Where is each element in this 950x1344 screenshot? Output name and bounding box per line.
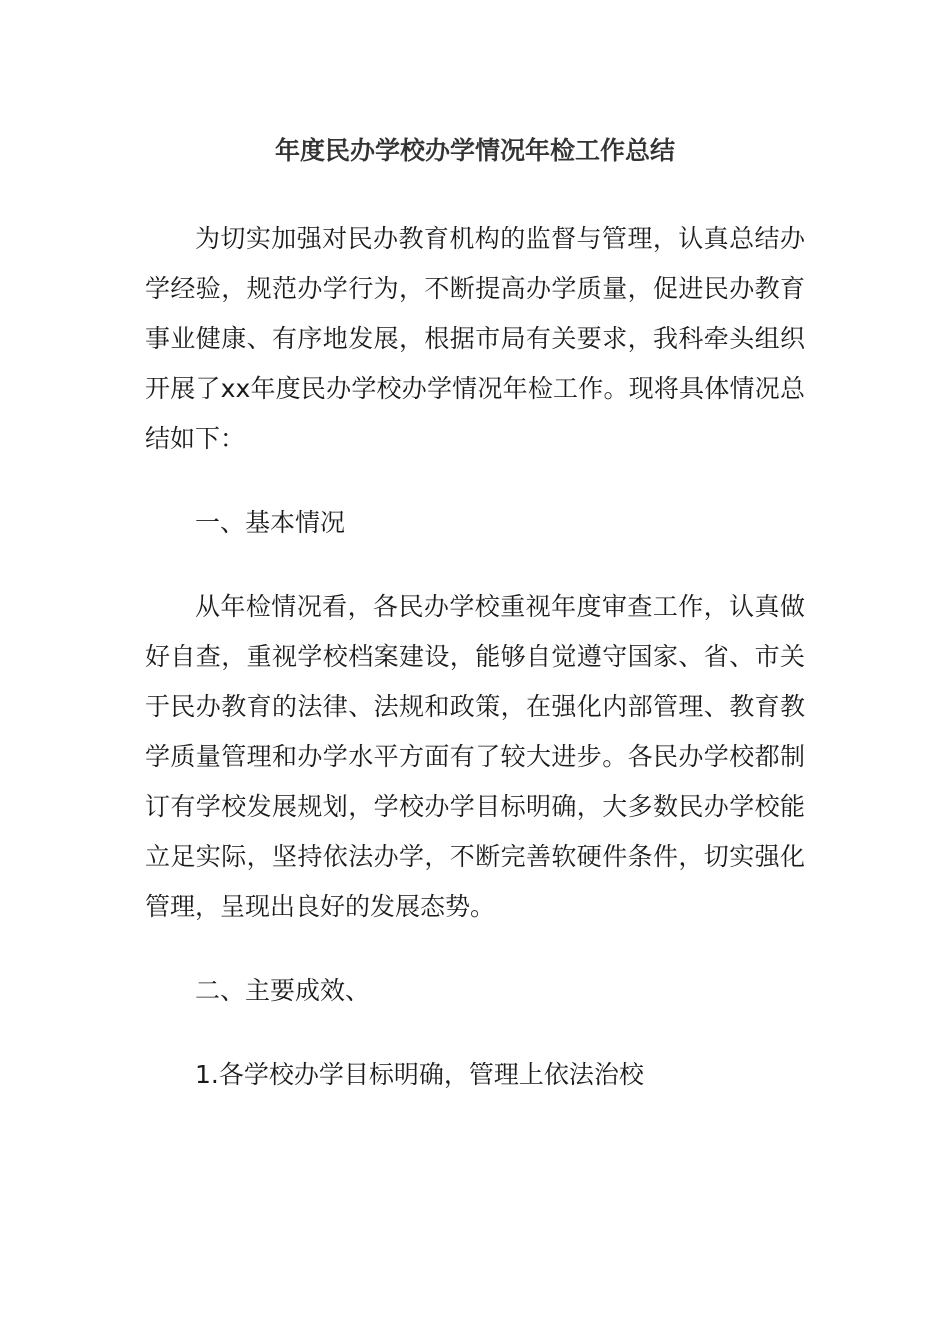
paragraph-gap xyxy=(145,1016,805,1050)
paragraph-gap xyxy=(145,932,805,966)
section-2-heading: 二、主要成效、 xyxy=(195,976,371,1005)
paragraph-gap xyxy=(145,464,805,498)
section-1-heading: 一、基本情况 xyxy=(195,508,346,537)
section-1-paragraph: 从年检情况看，各民办学校重视年度审查工作，认真做好自查，重视学校档案建设，能够自觉遵守国家、省、市关于民办教育的法律、法规和政策，在强化内部管理、教育教学质量管理和办学水平方面有了较大进步。各民办学校都制订有学校发展规划，学校办学目标明确，大多数民办学校能立足实际，坚持依法办学，不断完善软硬件条件，切实强化管理，呈现出良好的发展态势。 xyxy=(145,592,805,921)
subsection-1-heading: 1.各学校办学目标明确，管理上依法治校 xyxy=(195,1060,644,1089)
paragraph-gap xyxy=(145,548,805,582)
document-title: 年度民办学校办学情况年检工作总结 xyxy=(274,136,675,165)
document-body xyxy=(145,214,805,1100)
intro-paragraph: 为切实加强对民办教育机构的监督与管理，认真总结办学经验，规范办学行为，不断提高办学质量，促进民办教育事业健康、有序地发展，根据市局有关要求，我科牵头组织开展了xx年度民办学校办学情况年检工作。现将具体情况总结如下： xyxy=(145,224,805,453)
